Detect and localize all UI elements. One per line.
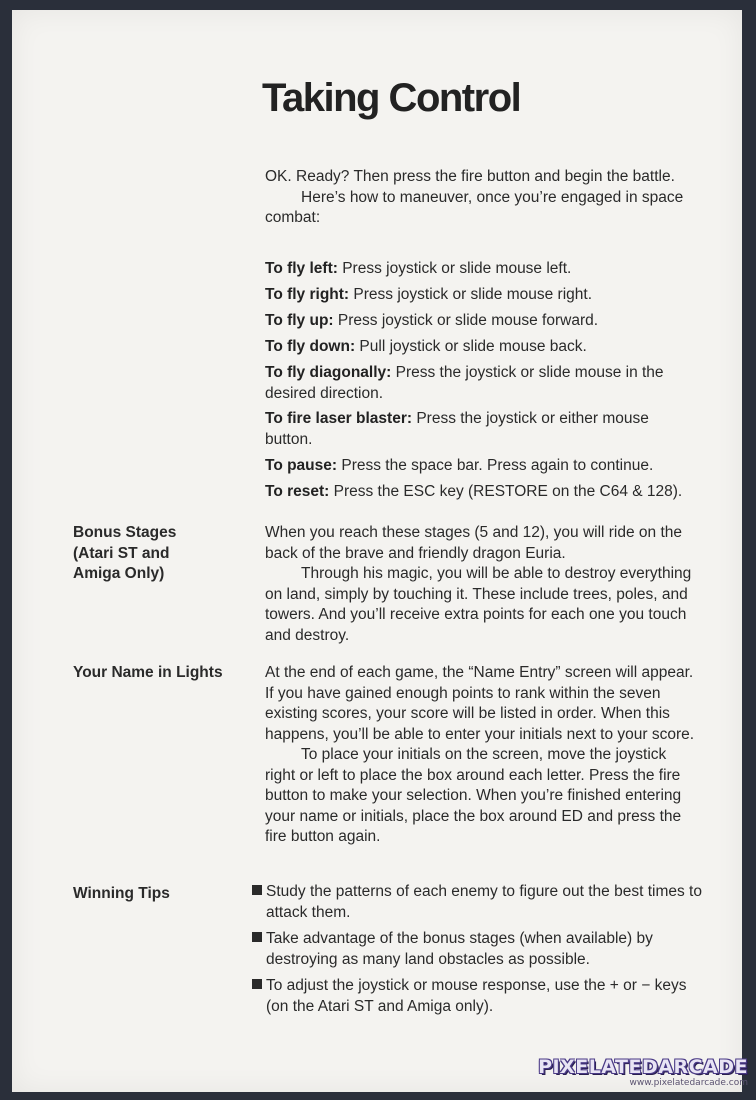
heading-line: Bonus Stages <box>73 524 177 541</box>
control-text: Press joystick or slide mouse forward. <box>333 312 599 329</box>
name-in-lights-section <box>265 663 695 848</box>
watermark <box>538 1056 748 1088</box>
bonus-stages-heading <box>73 523 248 585</box>
tip-text: To adjust the joystick or mouse response, use the + or − keys (on the Atari ST and Amiga only). <box>266 977 687 1015</box>
heading-line: Amiga Only) <box>73 565 165 582</box>
control-label: To fly right: <box>265 286 350 303</box>
bullet-icon <box>252 932 262 942</box>
tip-text: Take advantage of the bonus stages (when available) by destroying as many land obstacles as possible. <box>266 930 653 968</box>
bullet-icon <box>252 885 262 895</box>
control-fly-down <box>265 337 695 358</box>
tip-item <box>252 882 702 923</box>
winning-tips-heading: Winning Tips <box>73 885 170 902</box>
control-text: Press the ESC key (RESTORE on the C64 & 128). <box>329 483 683 500</box>
watermark-url: www.pixelatedarcade.com <box>629 1078 748 1088</box>
control-label: To fly up: <box>265 312 334 329</box>
bonus-paragraph: When you reach these stages (5 and 12), you will ride on the back of the brave and friendly dragon Euria. <box>265 524 683 562</box>
control-text: Press joystick or slide mouse left. <box>337 260 572 277</box>
control-text: Press the joystick or either mouse button. <box>265 410 649 448</box>
name-in-lights-heading: Your Name in Lights <box>73 664 223 681</box>
control-fly-right <box>265 285 695 306</box>
tip-item <box>252 929 702 970</box>
intro-paragraph-2: Here’s how to maneuver, once you’re engaged in space combat: <box>265 188 684 226</box>
control-text: Press the space bar. Press again to continue. <box>337 457 654 474</box>
intro-paragraph: OK. Ready? Then press the fire button and begin the battle. <box>265 168 675 185</box>
control-pause <box>265 456 695 477</box>
control-label: To reset: <box>265 483 330 500</box>
tip-text: Study the patterns of each enemy to figure out the best times to attack them. <box>266 883 702 921</box>
bonus-paragraph-2: Through his magic, you will be able to destroy everything on land, simply by touching it. These include trees, poles, and towers. And you’ll receive extra points for each one you touch and destroy. <box>265 565 692 644</box>
watermark-brand: PIXELATEDARCADE <box>538 1056 748 1078</box>
heading-line: (Atari ST and <box>73 544 170 562</box>
manual-page <box>12 10 742 1092</box>
control-text: Press joystick or slide mouse right. <box>349 286 593 303</box>
control-fly-diagonally <box>265 363 695 404</box>
control-label: To fly left: <box>265 260 338 277</box>
control-label: To fire laser blaster: <box>265 410 413 427</box>
page-title: Taking Control <box>262 76 521 120</box>
intro-section <box>265 167 695 229</box>
control-fire-laser <box>265 409 695 450</box>
control-fly-up <box>265 311 695 332</box>
control-text: Pull joystick or slide mouse back. <box>355 338 587 355</box>
control-reset <box>265 482 695 503</box>
tip-item <box>252 976 702 1017</box>
name-paragraph: At the end of each game, the “Name Entry” screen will appear. If you have gained enough points to rank within the seven existing scores, your score will be listed in order. When this happens, you’ll be able to enter your initials next to your score. <box>265 664 695 743</box>
control-fly-left <box>265 259 695 280</box>
bullet-icon <box>252 979 262 989</box>
control-text: Press the joystick or slide mouse in the desired direction. <box>265 364 664 402</box>
control-label: To fly diagonally: <box>265 364 392 381</box>
bonus-stages-section <box>265 523 695 646</box>
control-label: To pause: <box>265 457 338 474</box>
control-label: To fly down: <box>265 338 356 355</box>
name-paragraph-2: To place your initials on the screen, move the joystick right or left to place the box around each letter. Press the fire button to make your selection. When you’re finished entering your name or initials, place the box around ED and press the fire button again. <box>265 746 682 845</box>
